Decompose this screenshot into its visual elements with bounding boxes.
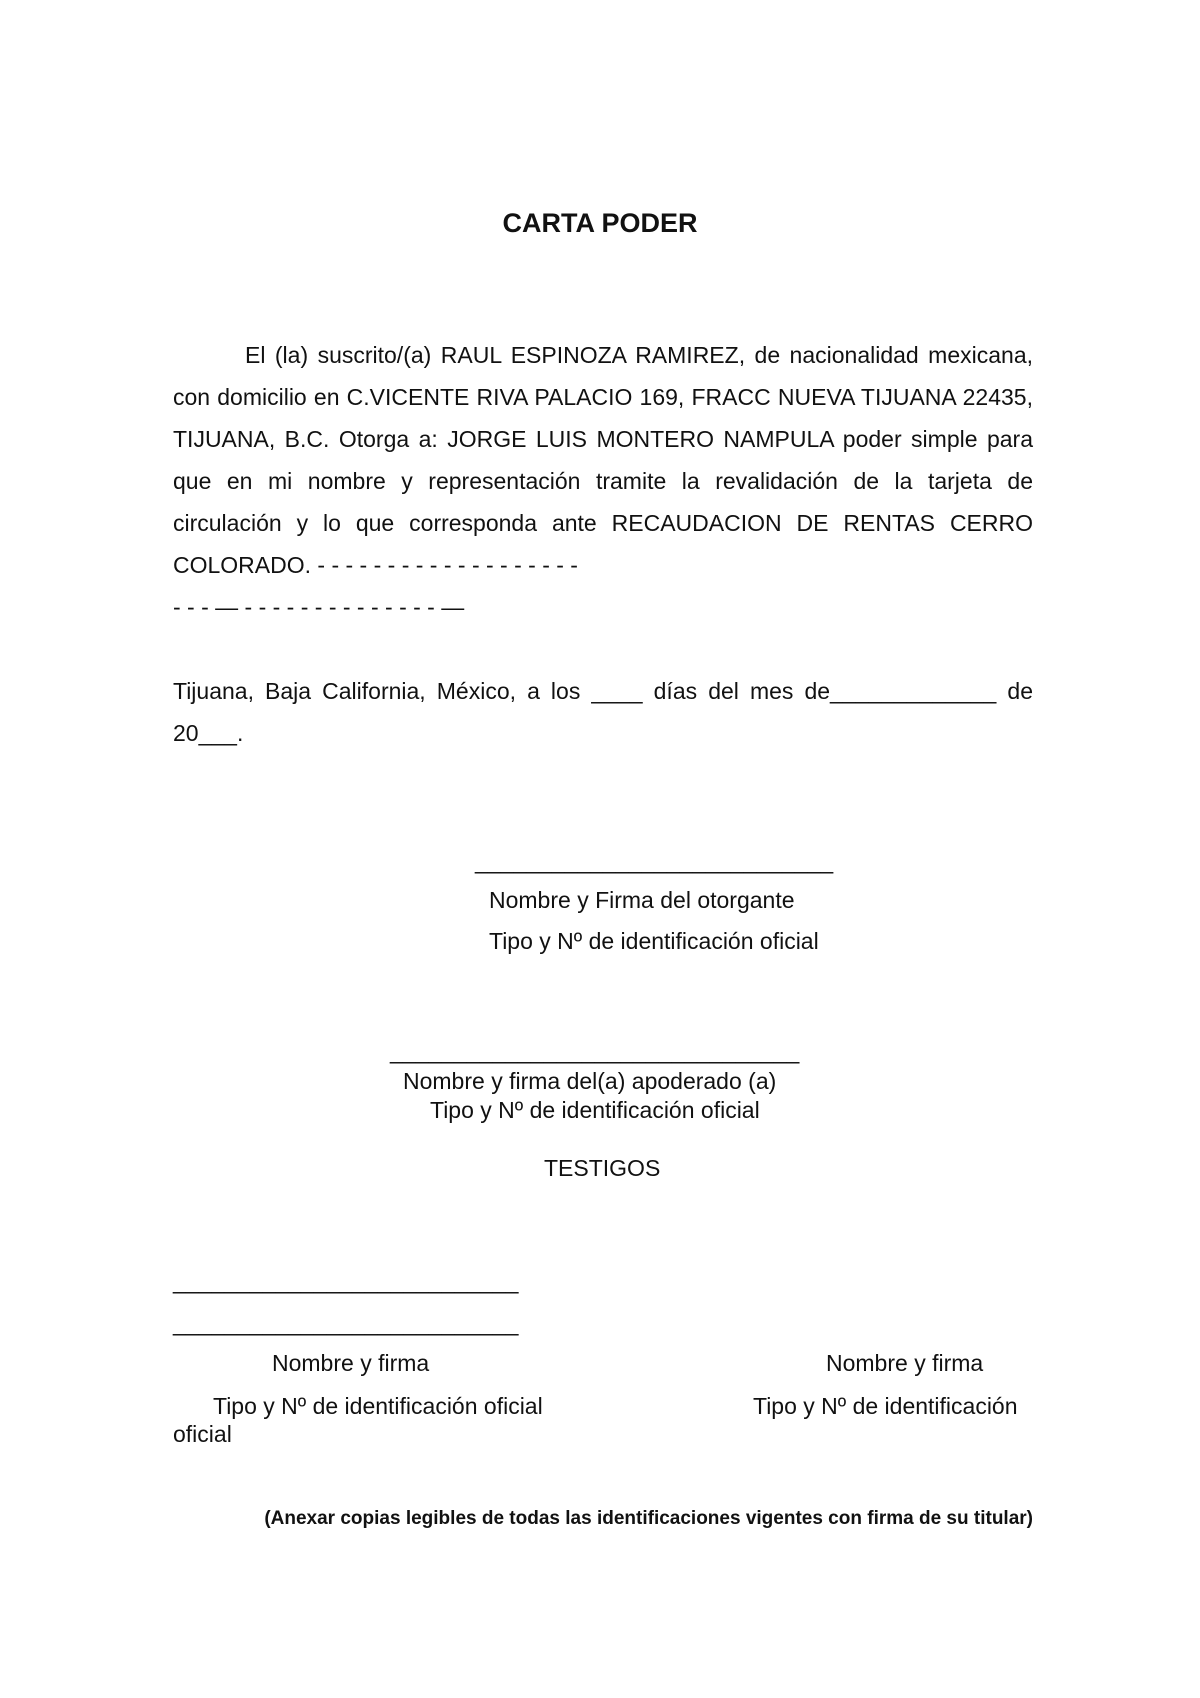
dash-line: - - - — - - - - - - - - - - - - - - —: [173, 594, 465, 620]
witness-left-id-label: Tipo y Nº de identificación oficial: [213, 1393, 543, 1419]
grantor-name-label: Nombre y Firma del otorgante: [489, 887, 795, 913]
place-date-year: 20___.: [173, 720, 244, 746]
witness-right-name-label: Nombre y firma: [826, 1350, 984, 1376]
document-title: CARTA PODER: [502, 208, 698, 238]
place-date: [173, 670, 1033, 754]
body-paragraph-text: El (la) suscrito/(a) RAUL ESPINOZA RAMIREZ, de nacionalidad mexicana, con domicilio en C.VICENTE RIVA PALACIO 169, FRACC NUEVA TIJUANA 22435, TIJUANA, B.C. Otorga a: JORGE LUIS MONTERO NAMPULA poder simple para que en mi nombre y representación tramite la revalidación de la tarjeta de circulación y lo que corresponda ante RECAUDACION DE RENTAS CERRO COLORADO. - - - - - - - - - - - - - - - - - - -: [173, 342, 1033, 578]
witness-signature-line: ___________________________: [173, 1310, 519, 1336]
footnote: (Anexar copias legibles de todas las identificaciones vigentes con firma de su titular): [264, 1508, 1033, 1529]
grantor-id-label: Tipo y Nº de identificación oficial: [489, 928, 819, 954]
place-date-text: Tijuana, Baja California, México, a los ____ días del mes de_____________ de: [173, 678, 1033, 704]
witnesses-heading: TESTIGOS: [544, 1155, 661, 1181]
witness-left-id-label-wrap: oficial: [173, 1421, 232, 1447]
witness-signature-line: ___________________________: [173, 1268, 519, 1294]
attorney-name-label: Nombre y firma del(a) apoderado (a): [403, 1068, 777, 1094]
attorney-id-label: Tipo y Nº de identificación oficial: [430, 1097, 760, 1123]
grantor-signature-line: ____________________________: [475, 848, 834, 874]
witness-left-name-label: Nombre y firma: [272, 1350, 430, 1376]
witness-right-id-label: Tipo y Nº de identificación: [753, 1393, 1018, 1419]
body-paragraph: [173, 334, 1033, 628]
attorney-signature-line: ________________________________: [390, 1038, 800, 1064]
